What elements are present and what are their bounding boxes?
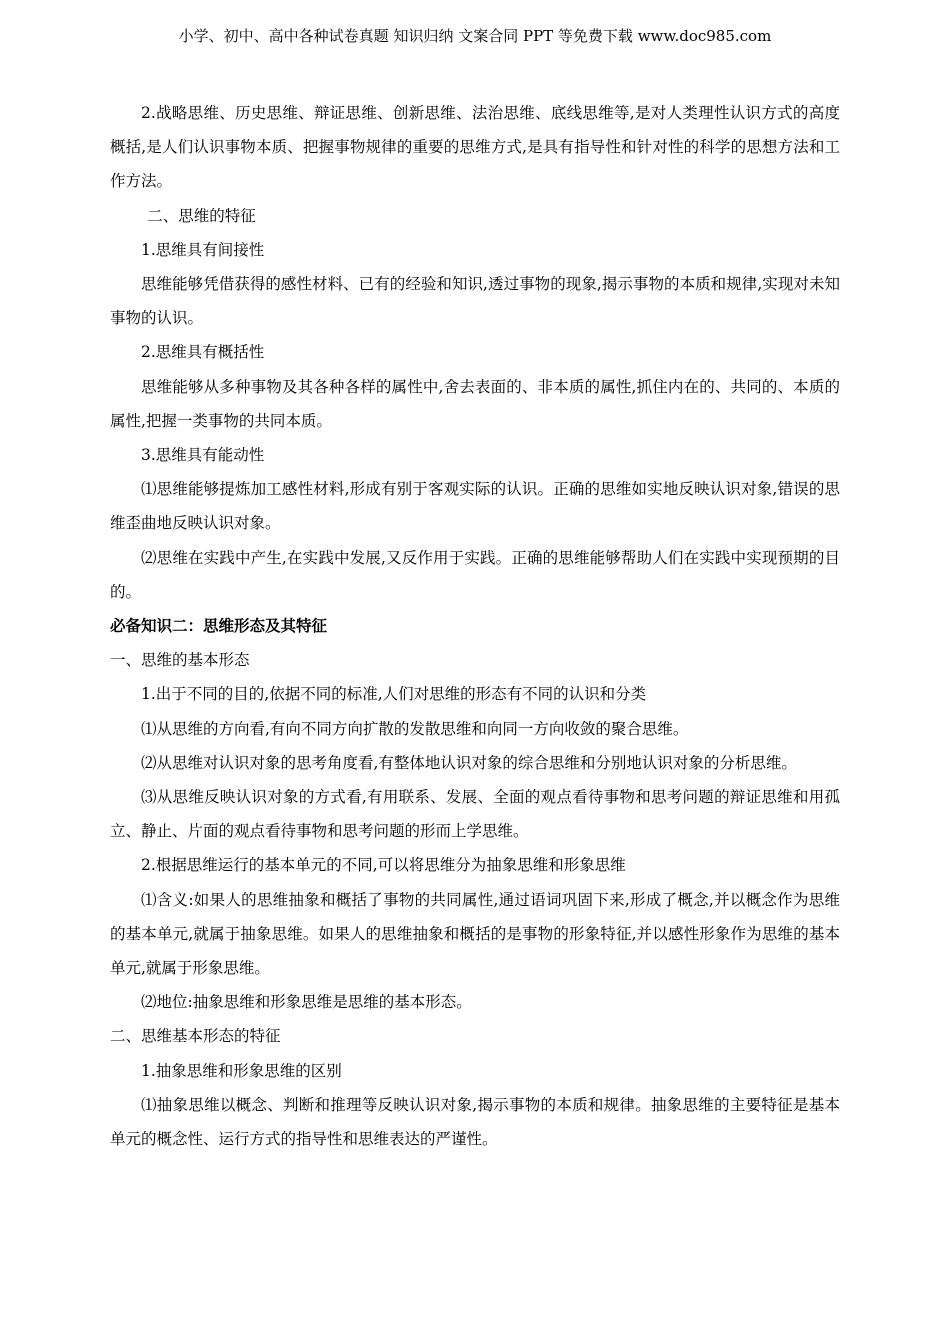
section-heading: 一、思维的基本形态 — [110, 651, 250, 670]
section-heading: 二、思维基本形态的特征 — [110, 1027, 281, 1046]
subheading: 2.思维具有概括性 — [141, 343, 265, 362]
paragraph: ⑵从思维对认识对象的思考角度看,有整体地认识对象的综合思维和分别地认识对象的分析思维。 — [141, 753, 797, 772]
subheading: 2.根据思维运行的基本单元的不同,可以将思维分为抽象思维和形象思维 — [141, 856, 626, 875]
subheading: 1.抽象思维和形象思维的区别 — [141, 1061, 342, 1080]
paragraph: ⑴含义:如果人的思维抽象和概括了事物的共同属性,通过语词巩固下来,形成了概念,并以概念作为思维的基本单元,就属于抽象思维。如果人的思维抽象和概括的是事物的形象特征,并以感性形象作为思维的基本单元,就属于形象思维。 — [110, 890, 840, 978]
subheading: 1.出于不同的目的,依据不同的标准,人们对思维的形态有不同的认识和分类 — [141, 685, 647, 704]
subheading: 3.思维具有能动性 — [141, 446, 265, 465]
paragraph: 思维能够凭借获得的感性材料、已有的经验和知识,透过事物的现象,揭示事物的本质和规律,实现对未知事物的认识。 — [110, 275, 840, 328]
paragraph: ⑴思维能够提炼加工感性材料,形成有别于客观实际的认识。正确的思维如实地反映认识对象,错误的思维歪曲地反映认识对象。 — [110, 480, 840, 533]
section-heading: 二、思维的特征 — [147, 206, 256, 225]
knowledge-heading: 必备知识二：思维形态及其特征 — [110, 616, 328, 636]
paragraph: ⑵思维在实践中产生,在实践中发展,又反作用于实践。正确的思维能够帮助人们在实践中实现预期的目的。 — [110, 548, 840, 601]
paragraph: ⑵地位:抽象思维和形象思维是思维的基本形态。 — [141, 993, 472, 1012]
paragraph: ⑴抽象思维以概念、判断和推理等反映认识对象,揭示事物的本质和规律。抽象思维的主要特征是基本单元的概念性、运行方式的指导性和思维表达的严谨性。 — [110, 1095, 840, 1149]
paragraph: 2.战略思维、历史思维、辩证思维、创新思维、法治思维、底线思维等,是对人类理性认识方式的高度概括,是人们认识事物本质、把握事物规律的重要的思维方式,是具有指导性和针对性的科学的思想方法和工作方法。 — [110, 104, 840, 191]
document-body — [110, 96, 840, 1156]
subheading: 1.思维具有间接性 — [141, 240, 265, 259]
paragraph: 思维能够从多种事物及其各种各样的属性中,舍去表面的、非本质的属性,抓住内在的、共同的、本质的属性,把握一类事物的共同本质。 — [110, 377, 840, 430]
page-header: 小学、初中、高中各种试卷真题 知识归纳 文案合同 PPT 等免费下载 www.doc985.com — [178, 27, 772, 45]
paragraph: ⑶从思维反映认识对象的方式看,有用联系、发展、全面的观点看待事物和思考问题的辩证思维和用孤立、静止、片面的观点看待事物和思考问题的形而上学思维。 — [110, 788, 840, 841]
paragraph: ⑴从思维的方向看,有向不同方向扩散的发散思维和向同一方向收敛的聚合思维。 — [141, 719, 689, 738]
